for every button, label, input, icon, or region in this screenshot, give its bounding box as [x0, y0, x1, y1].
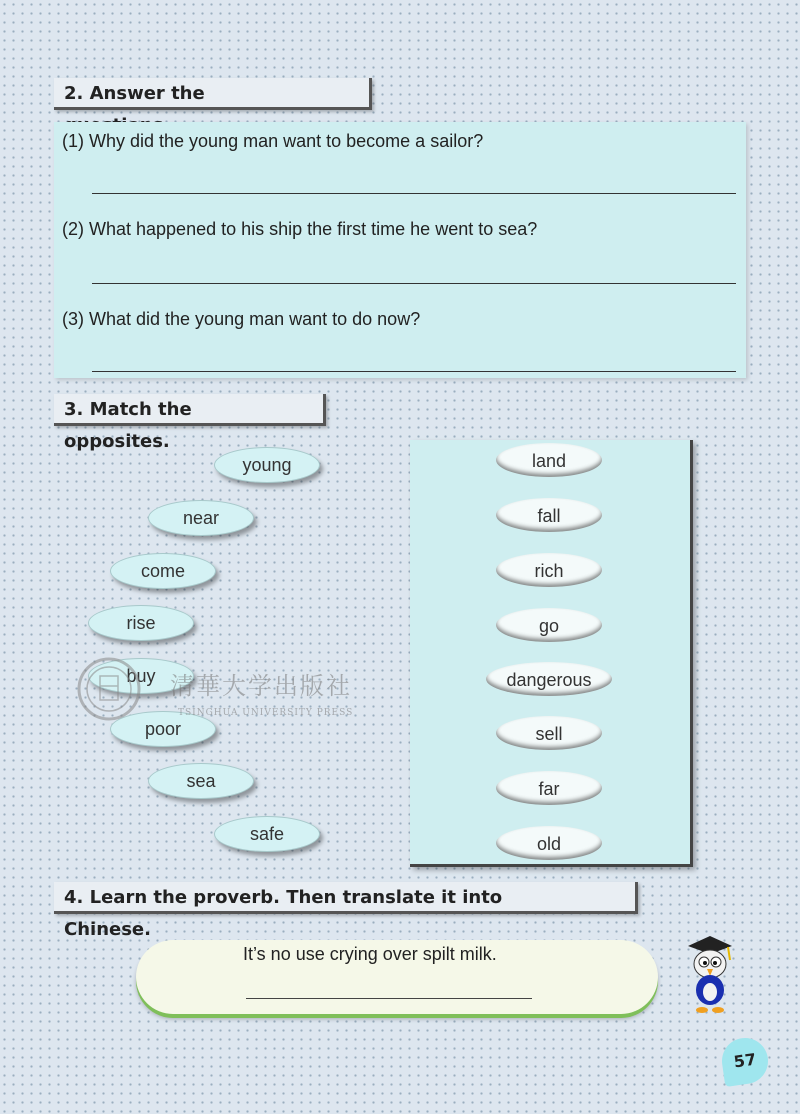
watermark-subtext: TSINGHUA UNIVERSITY PRESS	[178, 708, 354, 718]
right-word-rich[interactable]: rich	[496, 553, 602, 587]
questions-box	[54, 122, 746, 378]
answer-line-2[interactable]	[92, 283, 736, 284]
left-word-young[interactable]: young	[214, 447, 320, 483]
section-2-title: 2. Answer the	[54, 78, 372, 110]
right-word-go[interactable]: go	[496, 608, 602, 642]
right-word-fall[interactable]: fall	[496, 498, 602, 532]
answer-line-1[interactable]	[92, 193, 736, 194]
proverb-text: It’s no use crying over spilt milk.	[243, 944, 497, 964]
right-word-old[interactable]: old	[496, 826, 602, 860]
section-4-title: 4. Learn the proverb. Then translate it into Chinese.	[54, 882, 638, 914]
left-word-buy[interactable]: buy	[88, 658, 194, 694]
watermark-text: 清華大学出版社	[170, 672, 352, 700]
right-word-far[interactable]: far	[496, 771, 602, 805]
answer-line-3[interactable]	[92, 371, 736, 372]
translation-line[interactable]	[246, 998, 532, 999]
left-word-sea[interactable]: sea	[148, 763, 254, 799]
question-3: (3) What did the young man want to do now?	[62, 309, 421, 329]
owl-graduate-icon	[680, 934, 740, 1016]
right-word-dangerous[interactable]: dangerous	[486, 662, 612, 696]
right-word-sell[interactable]: sell	[496, 716, 602, 750]
page-number: 57	[719, 1035, 771, 1087]
left-word-rise[interactable]: rise	[88, 605, 194, 641]
publisher-watermark	[74, 656, 364, 726]
right-word-land[interactable]: land	[496, 443, 602, 477]
section-3-title: 3. Match the opposites.	[54, 394, 326, 426]
left-word-poor[interactable]: poor	[110, 711, 216, 747]
seal-logo-icon	[76, 656, 142, 722]
left-word-near[interactable]: near	[148, 500, 254, 536]
question-2: (2) What happened to his ship the first time he went to sea?	[62, 219, 538, 239]
question-1: (1) Why did the young man want to become a sailor?	[62, 131, 484, 151]
left-word-safe[interactable]: safe	[214, 816, 320, 852]
left-word-come[interactable]: come	[110, 553, 216, 589]
right-words-panel	[410, 440, 693, 867]
